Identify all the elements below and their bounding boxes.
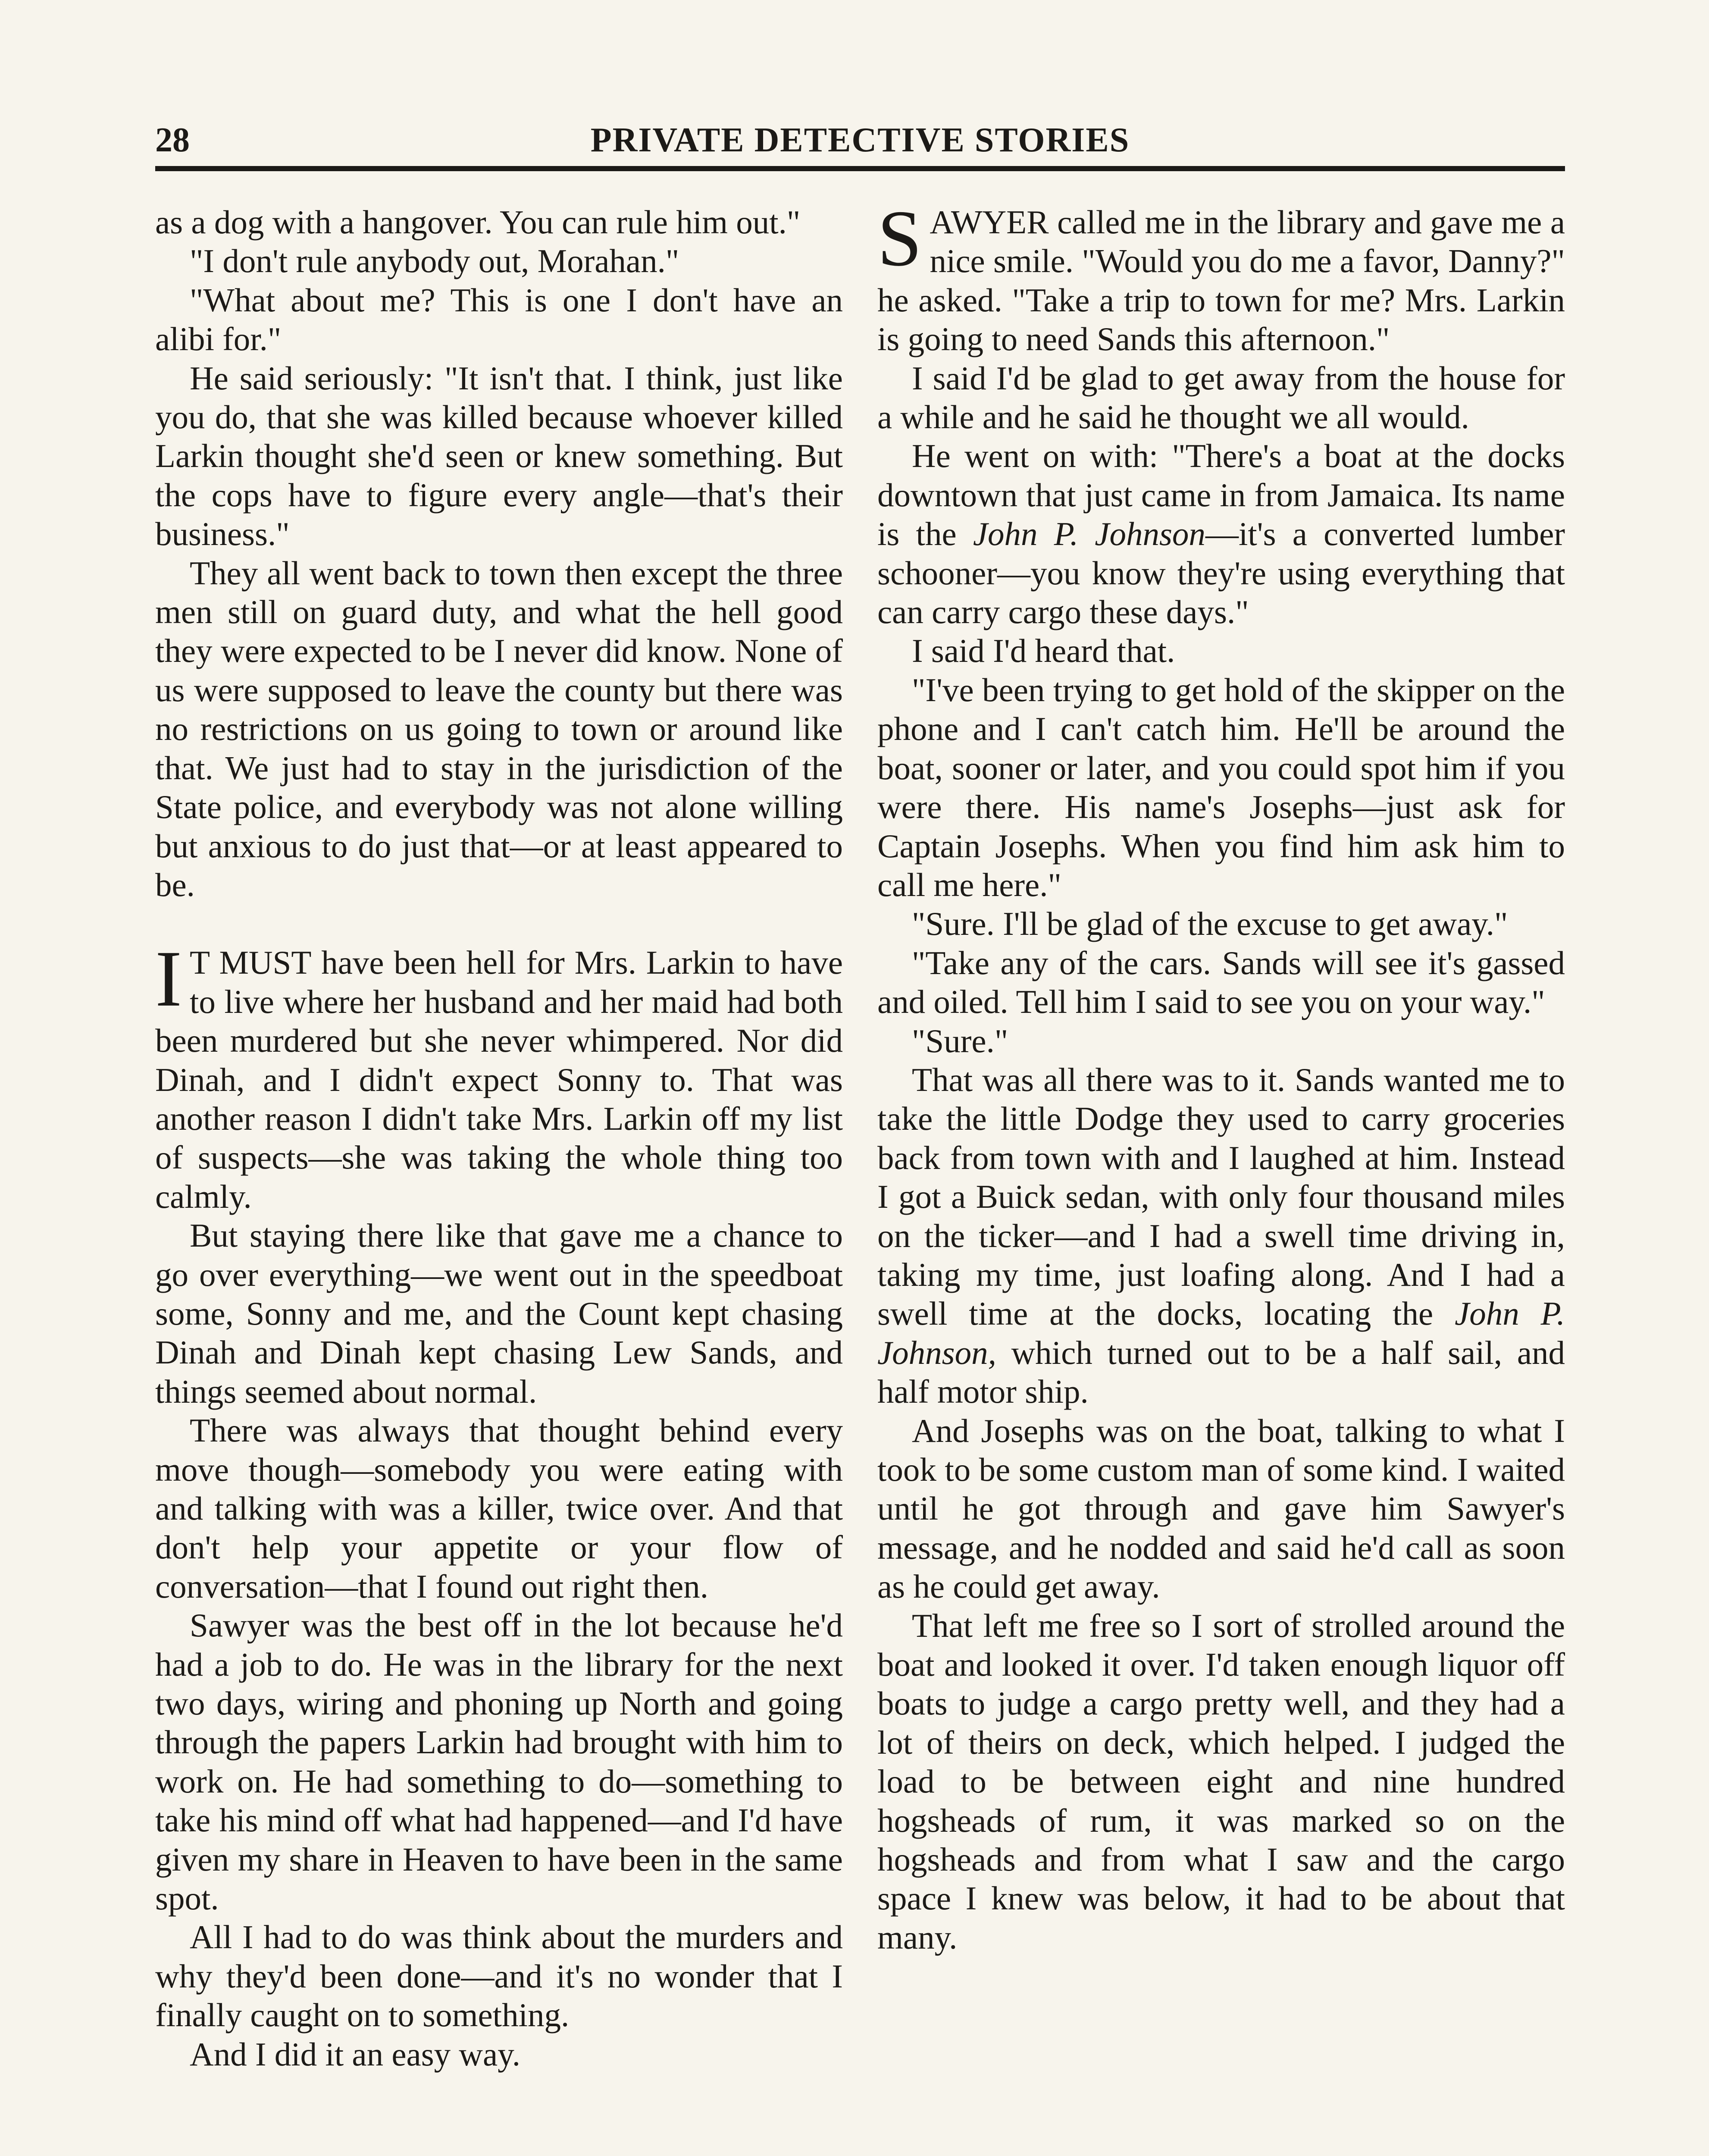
paragraph: as a dog with a hangover. You can rule him out." — [155, 204, 801, 241]
paragraph: There was always that thought behind every move though—somebody you were eating with and talking with was a killer, twice over. And that don't help your appetite or your flow of conversation—that I found out right then. — [155, 1412, 843, 1605]
drop-cap: I — [155, 934, 182, 1024]
paragraph — [877, 436, 1565, 631]
paragraph: "Sure." — [912, 1022, 1008, 1059]
paragraph: "Sure. I'll be glad of the excuse to get away." — [912, 905, 1508, 943]
paragraph-text: which turned out to be a half sail, and half motor ship. — [877, 1334, 1565, 1410]
right-column — [877, 203, 1565, 2156]
paragraph: "I don't rule anybody out, Morahan." — [190, 242, 679, 280]
paragraph: Sawyer was the best off in the lot because he'd had a job to do. He was in the library for the next two days, wiring and phoning up North and going through the papers Larkin had brought with him to work on. He had something to do—something to take his mind off what had happened—and I'd have given my share in Heaven to have been in the same spot. — [155, 1607, 843, 1917]
running-title: PRIVATE DETECTIVE STORIES — [590, 121, 1130, 159]
paragraph: "I've been trying to get hold of the skipper on the phone and I can't catch him. He'll be around the boat, sooner or later, and you could spot him if you were there. His name's Josephs—just ask for Captain Josephs. When you find him ask him to call me here." — [877, 671, 1565, 903]
small-caps-lead: T MUST — [189, 944, 312, 981]
paragraph-text: have been hell for Mrs. Larkin to have to live where her husband and her maid had both been murdered but she never whimpered. Nor did Dinah, and I didn't expect Sonny to. That was another reason I didn't take Mrs. Larkin off my list of suspects—she was taking the whole thing too calmly. — [155, 944, 843, 1215]
ship-name: John P. Johnson — [973, 515, 1205, 553]
paragraph-text: He went on with: "There's a boat at the docks downtown that just came in from Jamaica. Its name is the — [877, 437, 1565, 553]
page-header — [155, 116, 1565, 172]
section-opening-paragraph — [155, 934, 843, 1216]
paragraph: I said I'd be glad to get away from the house for a while and he said he thought we all would. — [877, 359, 1565, 436]
small-caps-lead: AWYER — [930, 204, 1049, 241]
paragraph: But staying there like that gave me a chance to go over everything—we went out in the speedboat some, Sonny and me, and the Count kept chasing Dinah and Dinah kept chasing Lew Sands, and things seemed about normal. — [155, 1217, 843, 1410]
paragraph: And Josephs was on the boat, talking to what I took to be some custom man of some kind. I waited until he got through and gave him Sawyer's message, and he nodded and said he'd call as soon as he could get away. — [877, 1412, 1565, 1605]
paragraph: And I did it an easy way. — [190, 2035, 520, 2073]
paragraph: That left me free so I sort of strolled around the boat and looked it over. I'd taken enough liquor off boats to judge a cargo pretty well, and they had a lot of theirs on deck, which helped. I judged the load to be between eight and nine hundred hogsheads of rum, it was marked so on the hogsheads and from what I saw and the cargo space I knew was below, it had to be about that many. — [877, 1607, 1565, 1956]
header-rule — [155, 166, 1565, 171]
paragraph: They all went back to town then except the three men still on guard duty, and what the hell good they were expected to be I never did know. None of us were supposed to leave the county but there was no restrictions on us going to town or around like that. We just had to stay in the jurisdiction of the State police, and everybody was not alone willing but anxious to do just that—or at least appeared to be. — [155, 554, 843, 903]
section-opening-paragraph — [877, 203, 1565, 359]
paragraph — [877, 1060, 1565, 1411]
paragraph: "What about me? This is one I don't have an alibi for." — [155, 281, 843, 358]
left-column — [155, 203, 843, 2156]
paragraph: "Take any of the cars. Sands will see it's gassed and oiled. Tell him I said to see you on your way." — [877, 944, 1565, 1021]
paragraph: He said seriously: "It isn't that. I think, just like you do, that she was killed because whoever killed Larkin thought she'd seen or knew something. But the cops have to figure every angle—that's their business." — [155, 359, 843, 553]
paragraph-text: —it's a converted lumber schooner—you know they're using everything that can carry cargo these days." — [877, 515, 1565, 631]
ship-name: John P. Johnson, — [877, 1295, 1565, 1371]
paragraph: All I had to do was think about the murders and why they'd been done—and it's no wonder that I finally caught on to something. — [155, 1918, 843, 2034]
paragraph-text: called me in the library and gave me a nice smile. "Would you do me a favor, Danny?" he asked. "Take a trip to town for me? Mrs. Larkin is going to need Sands this afternoon." — [877, 204, 1565, 358]
paragraph: I said I'd heard that. — [912, 632, 1175, 670]
drop-cap: S — [877, 203, 922, 283]
page-number: 28 — [155, 121, 190, 159]
paragraph-text: That was all there was to it. Sands wanted me to take the little Dodge they used to carry groceries back from town with and I laughed at him. Instead I got a Buick sedan, with only four thousand miles on the ticker—and I had a swell time driving in, taking my time, just loafing along. And I had a swell time at the docks, locating the — [877, 1061, 1565, 1332]
